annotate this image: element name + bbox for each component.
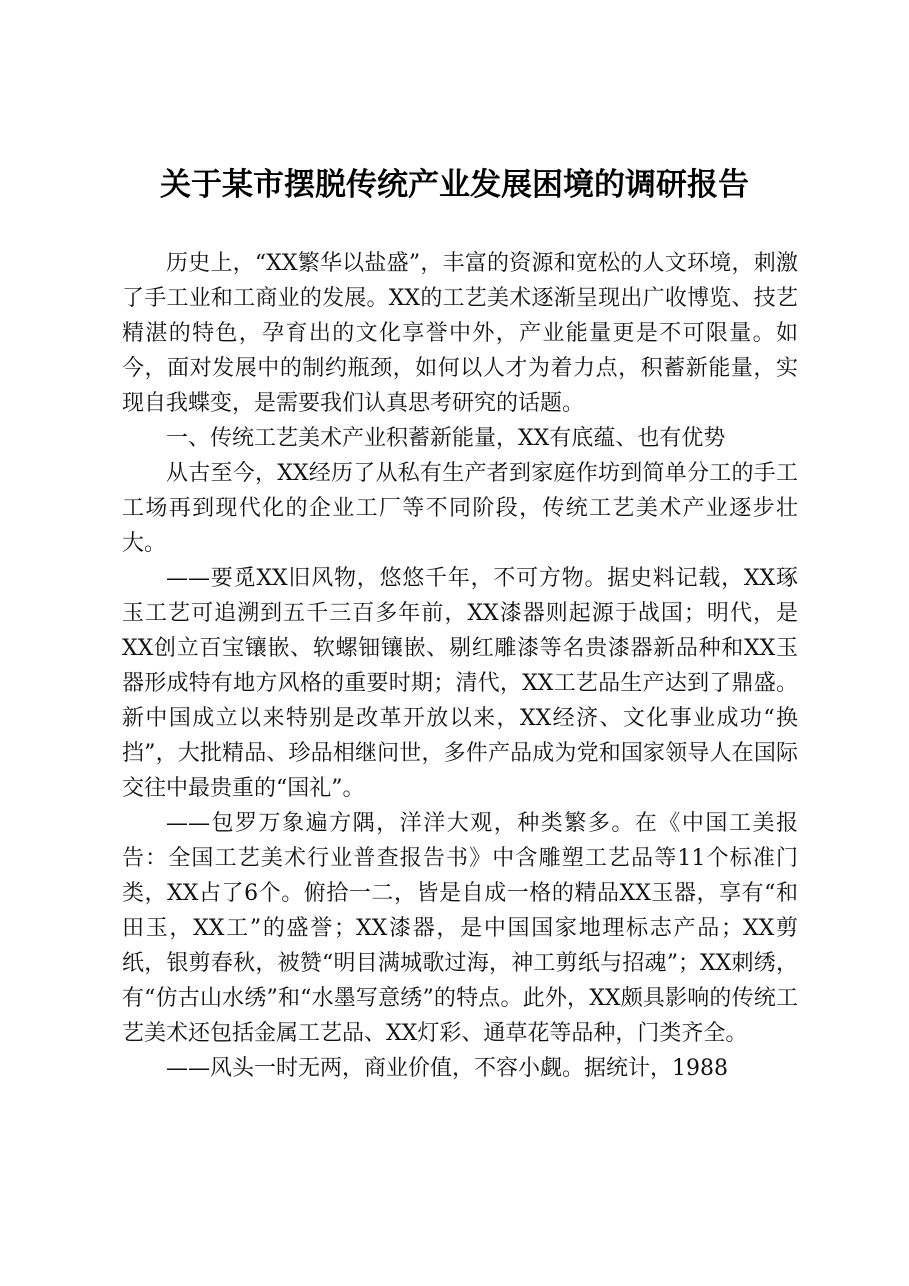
section-heading-1: 一、传统工艺美术产业积蓄新能量，XX有底蕴、也有优势 — [166, 426, 726, 451]
document-body — [122, 246, 798, 1086]
paragraph-variety: ——包罗万象遍方隅，洋洋大观，种类繁多。在《中国工美报告：全国工艺美术行业普查报告书》中含雕塑工艺品等11个标准门类，XX占了6个。俯拾一二，皆是自成一格的精品XX玉器，享有“和田玉，XX工”的盛誉；XX漆器，是中国国家地理标志产品；XX剪纸，银剪春秋，被赞“明目满城歌过海，神工剪纸与招魂”；XX刺绣，有“仿古山水绣”和“水墨写意绣”的特点。此外，XX颇具影响的传统工艺美术还包括金属工艺品、XX灯彩、通草花等品种，门类齐全。 — [122, 811, 798, 1046]
document-title: 关于某市摆脱传统产业发展困境的调研报告 — [160, 167, 749, 203]
paragraph-history-stages: 从古至今，XX经历了从私有生产者到家庭作坊到简单分工的手工工场再到现代化的企业工厂等不同阶段，传统工艺美术产业逐步壮大。 — [122, 461, 798, 556]
paragraph-commercial-value: ——风头一时无两，商业价值，不容小觑。据统计，1988 — [166, 1056, 728, 1081]
paragraph-old-customs: ——要觅XX旧风物，悠悠千年，不可方物。据史料记载，XX琢玉工艺可追溯到五千三百多年前，XX漆器则起源于战国；明代，是XX创立百宝镶嵌、软螺钿镶嵌、剔红雕漆等名贵漆器新品种和XX玉器形成特有地方风格的重要时期；清代，XX工艺品生产达到了鼎盛。新中国成立以来特别是改革开放以来，XX经济、文化事业成功“换挡”，大批精品、珍品相继问世，多件产品成为党和国家领导人在国际交往中最贵重的“国礼”。 — [122, 566, 798, 801]
paragraph-intro: 历史上，“XX繁华以盐盛”，丰富的资源和宽松的人文环境，刺激了手工业和工商业的发展。XX的工艺美术逐渐呈现出广收博览、技艺精湛的特色，孕育出的文化享誉中外，产业能量更是不可限量。如今，面对发展中的制约瓶颈，如何以人才为着力点，积蓄新能量，实现自我蝶变，是需要我们认真思考研究的话题。 — [122, 251, 798, 416]
